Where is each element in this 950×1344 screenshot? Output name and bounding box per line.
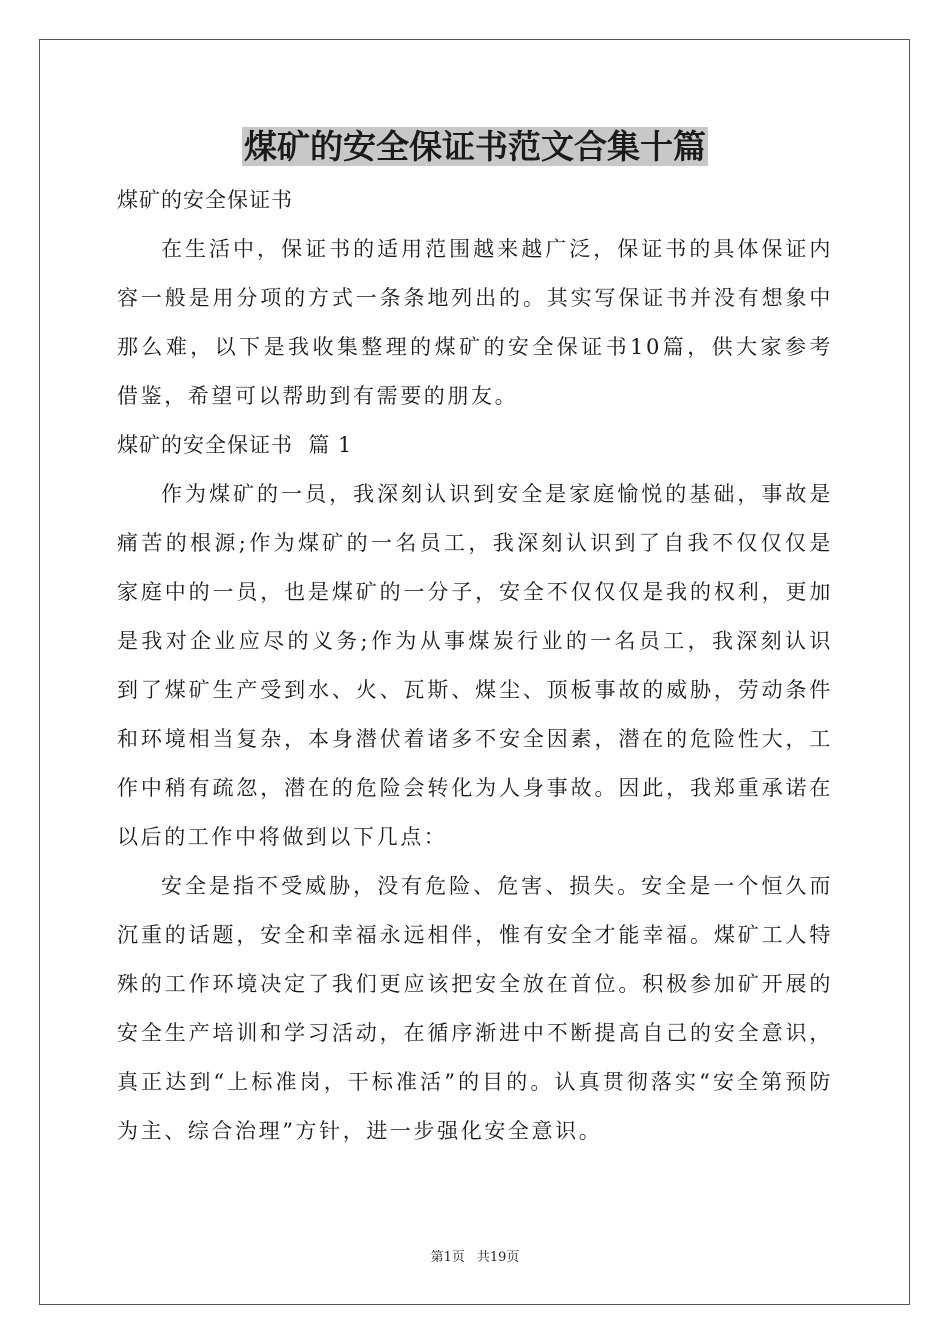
document-title-text: 煤矿的安全保证书范文合集十篇 (244, 127, 706, 166)
body-paragraph-1: 作为煤矿的一员，我深刻认识到安全是家庭愉悦的基础，事故是痛苦的根源;作为煤矿的一名员工，我深刻认识到了自我不仅仅仅是家庭中的一员，也是煤矿的一分子，安全不仅仅仅是我的权利，更加是我对企业应尽的义务;作为从事煤炭行业的一名员工，我深刻认识到了煤矿生产受到水、火、瓦斯、煤尘、顶板事故的威胁，劳动条件和环境相当复杂，本身潜伏着诸多不安全因素，潜在的危险性大，工作中稍有疏忽，潜在的危险会转化为人身事故。因此，我郑重承诺在以后的工作中将做到以下几点： (117, 482, 833, 849)
document-subtitle: 煤矿的安全保证书 (117, 188, 293, 212)
intro-paragraph: 在生活中，保证书的适用范围越来越广泛，保证书的具体保证内容一般是用分项的方式一条条地列出的。其实写保证书并没有想象中那么难，以下是我收集整理的煤矿的安全保证书10篇，供大家参考借鉴，希望可以帮助到有需要的朋友。 (117, 237, 833, 408)
page-total: 共19页 (476, 1250, 520, 1265)
section-heading: 煤矿的安全保证书 篇 1 (117, 433, 353, 457)
page-footer (0, 1246, 950, 1265)
body-paragraph-2: 安全是指不受威胁，没有危险、危害、损失。安全是一个恒久而沉重的话题，安全和幸福永远相伴，惟有安全才能幸福。煤矿工人特殊的工作环境决定了我们更应该把安全放在首位。积极参加矿开展的安全生产培训和学习活动，在循序渐进中不断提高自己的安全意识，真正达到“上标准岗，干标准活”的目的。认真贯彻落实“安全第预防为主、综合治理”方针，进一步强化安全意识。 (117, 874, 833, 1143)
page-number: 第1页 (430, 1250, 465, 1265)
document-title (0, 124, 950, 170)
document-body (117, 176, 833, 1156)
